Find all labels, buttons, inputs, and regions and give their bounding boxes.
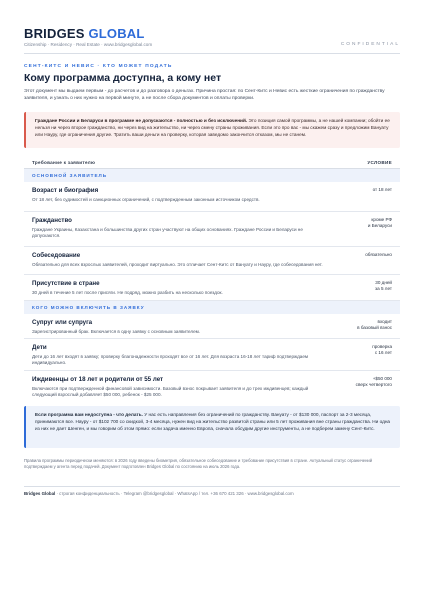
row-condition: кроме РФ и Беларуси — [367, 217, 392, 228]
section-main-applicant: ОСНОВНОЙ ЗАЯВИТЕЛЬ — [24, 169, 400, 182]
row-description: 30 дней в течение 5 лет после присяги. Не подряд, можно разбить на несколько поездок. — [32, 290, 223, 295]
table-row — [24, 371, 400, 404]
brand-logo: BRIDGES GLOBAL — [24, 26, 145, 41]
warning-text: Это позиция самой программы, а не нашей компании; обойти ее нельзя ни через второе гражданство, ни через вид на жительство, ни через смену страны проживания. Если это про вас - мы скажем сразу и предложим Вануату или Науру, где ограничения другие. Тратить ваши деньги на проверку, которая заведомо закончится отказом, мы не станем. — [35, 118, 390, 138]
requirements-table — [24, 156, 400, 404]
column-condition: УСЛОВИЕ — [367, 159, 392, 165]
table-row — [24, 212, 400, 247]
row-condition: от 18 лет — [372, 187, 392, 192]
footer-contacts: · строгая конфиденциальность · Telegram @bridgesglobal · WhatsApp / тел. +36 670 421 326 · www.bridgesglobal.com — [55, 491, 294, 496]
row-condition: +$50 000 сверх четвертого — [355, 376, 392, 387]
row-description: Обязательно для всех взрослых заявителей, проходит виртуально. Это отличает Сент-Китс от Вануату и Науру, где собеседования нет. — [32, 262, 323, 267]
row-condition: проверка с 16 лет — [372, 344, 392, 355]
row-name: Супруг или супруга — [32, 319, 93, 326]
row-name: Собеседование — [32, 252, 81, 259]
header-divider — [24, 53, 400, 54]
footnote: Правила программы периодически меняются: в 2026 году введены биометрия, обязательное собеседование и требование присутствия в стране. Актуальный статус ограничений подтверждаем у агента перед подачей. Документ подготовлен Bridges Global по состоянию на июль 2026 года. — [24, 458, 373, 469]
row-condition: обязательно — [365, 252, 392, 257]
row-name: Присутствие в стране — [32, 280, 100, 287]
restriction-warning — [24, 112, 400, 148]
header — [24, 26, 400, 50]
table-row — [24, 275, 400, 301]
tagline: Citizenship · Residency · Real Estate · www.bridgesglobal.com — [24, 42, 153, 47]
row-description: Включаются при подтвержденной финансовой зависимости. Базовый взнос покрывает заявителя и до трех иждивенцев; каждый следующий взрослый добавляет $50 000, ребенок - $25 000. — [32, 386, 309, 398]
table-row — [24, 314, 400, 339]
row-name: Возраст и биография — [32, 187, 99, 194]
footer-brand: Bridges Global — [24, 491, 56, 496]
page-title: Кому программа доступна, а кому нет — [24, 72, 222, 84]
row-description: Зарегистрированный брак. Включается в одну заявку с основным заявителем. — [32, 329, 201, 334]
footer-divider — [24, 486, 400, 487]
callout-headline: Если программа вам недоступна - что делать. — [35, 412, 143, 417]
row-description: Дети до 16 лет входят в заявку; проверку благонадежности проходят все от 16 лет. Для возраста 16-18 лет тариф подтверждаем индивидуально. — [32, 354, 309, 366]
table-header — [24, 156, 400, 169]
warning-headline: Граждане России и Беларуси в программе не допускаются - полностью и без исключений. — [35, 118, 248, 123]
table-row — [24, 182, 400, 212]
row-name: Гражданство — [32, 217, 72, 224]
row-condition: 30 дней за 5 лет — [375, 280, 392, 291]
column-requirement: Требование к заявителю — [32, 159, 96, 165]
alternatives-callout — [24, 406, 400, 448]
row-description: От 18 лет, без судимостей и санкционных ограничений, с подтвержденным законным источником средств. — [32, 197, 260, 202]
row-name: Дети — [32, 344, 47, 351]
row-name: Иждивенцы от 18 лет и родители от 55 лет — [32, 376, 164, 383]
row-description: Граждане Украины, Казахстана и большинства других стран участвуют на общих основаниях. Граждане России и Беларуси не допускаются. — [32, 227, 303, 239]
table-row — [24, 339, 400, 371]
callout-text: У нас есть направления без ограничений по гражданству. Вануату - от $130 000, паспорт за 2-3 месяца, принимаются все. Науру - от $102 700 со скидкой, 3-4 месяца, нужен вид на жительство развитой страны или 5 лет проживания вне страны гражданства. Ни одна из них не дает Шенген, и мы говорим об этом прямо: если задача именно Европа, сначала обсудим другие инструменты, а не подберем замену Сент-Китс. — [35, 412, 391, 432]
footer — [24, 491, 400, 496]
section-included-members: КОГО МОЖНО ВКЛЮЧИТЬ В ЗАЯВКУ — [24, 301, 400, 314]
row-condition: входит в базовый взнос — [357, 319, 392, 330]
intro-paragraph: Этот документ мы выдаем первым - до расчетов и до разговора о деньгах. Причина простая: по Сент-Китс и Невис есть жесткие ограничения по гражданству заявителя, и узнать о них нужно на первой минуте, а не после сбора документов и оплаты проверки. — [24, 89, 385, 102]
section-kicker: СЕНТ-КИТС И НЕВИС · КТО МОЖЕТ ПОДАТЬ — [24, 64, 173, 69]
confidential-label: CONFIDENTIAL — [340, 42, 400, 47]
table-row — [24, 247, 400, 275]
